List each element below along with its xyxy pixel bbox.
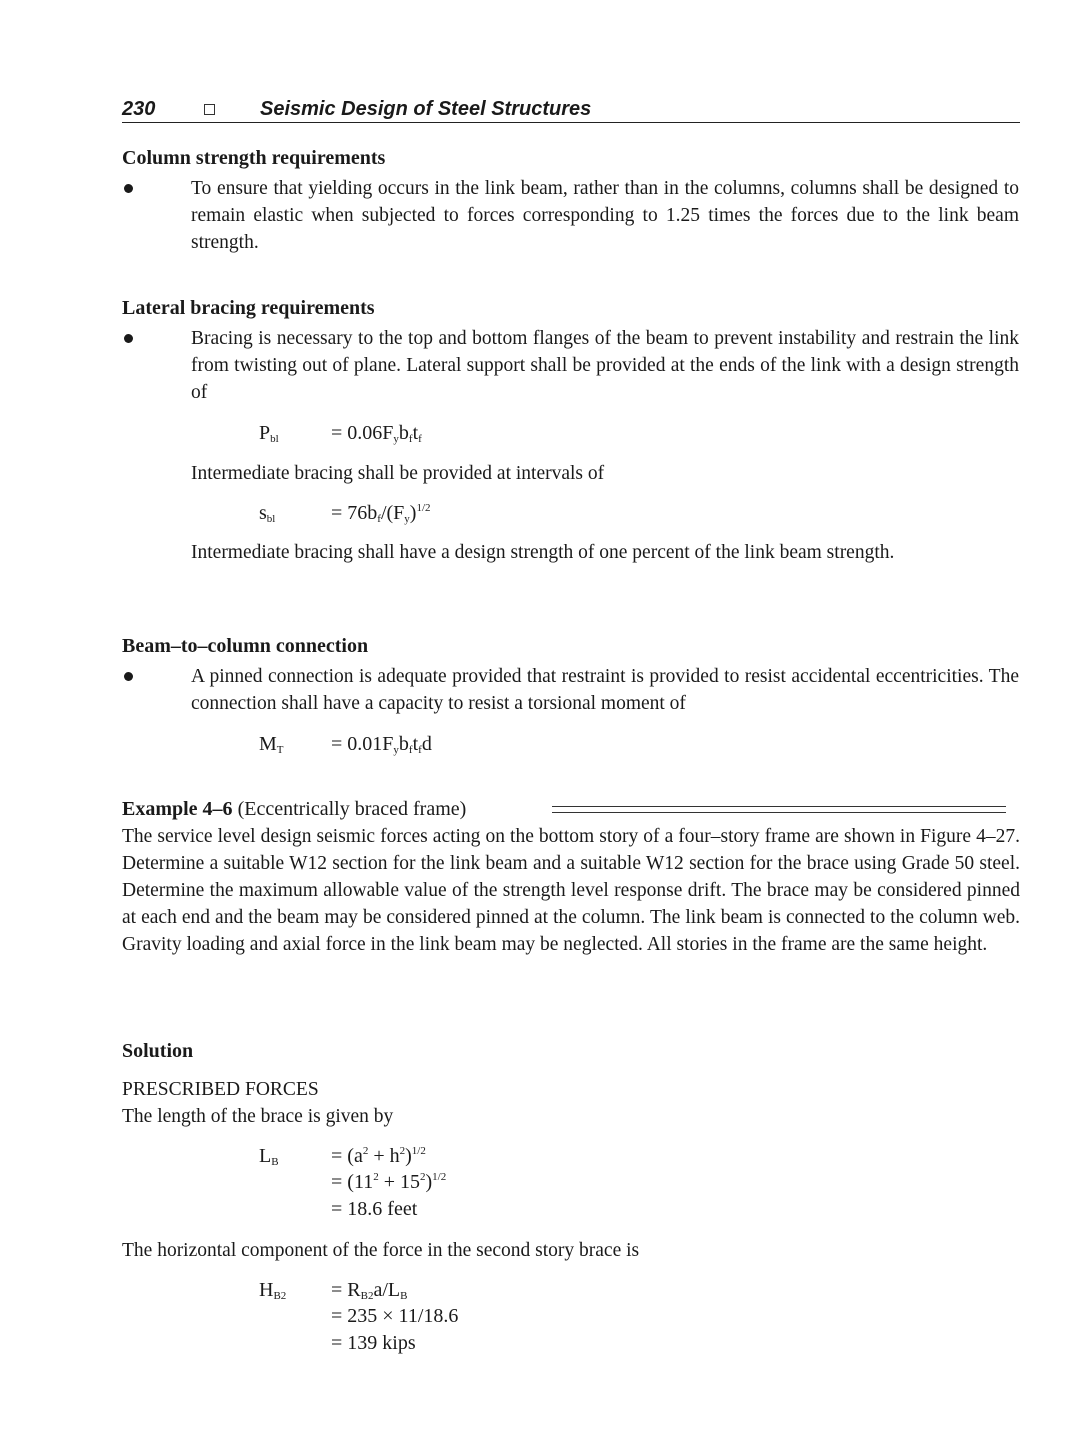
- equation-rhs: = 18.6 feet: [331, 1198, 418, 1220]
- intermediate-bracing-strength: Intermediate bracing shall have a design strength of one percent of the link beam strength.: [191, 542, 895, 563]
- equation-rhs: = $0.06F_yb_ft_f$: [331, 422, 422, 445]
- beam-column-heading: Beam–to–column connection: [122, 635, 369, 657]
- square-separator-icon: [204, 104, 215, 115]
- beam-column-text: A pinned connection is adequate provided that restraint is provided to resist accidental eccentricities. The connection shall have a capacity to resist a torsional moment of: [191, 666, 1019, 714]
- lateral-bracing-heading: Lateral bracing requirements: [122, 297, 375, 319]
- horizontal-component-intro: The horizontal component of the force in the second story brace is: [122, 1240, 640, 1261]
- column-strength-text: To ensure that yielding occurs in the link beam, rather than in the columns, columns shall be designed to remain elastic when subjected to forces corresponding to 1.25 times the forces due to the link beam strength.: [191, 178, 1019, 253]
- intermediate-bracing-intro: Intermediate bracing shall be provided at intervals of: [191, 463, 605, 484]
- solution-heading: Solution: [122, 1040, 194, 1062]
- bullet-icon: [124, 184, 133, 193]
- equation-rhs: = 235 × 11/18.6: [331, 1305, 459, 1327]
- equation-lhs: $L_B$: [259, 1145, 279, 1168]
- equation-rhs: = $0.01F_yb_ft_fd$: [331, 733, 432, 756]
- page-number: 230: [122, 98, 156, 120]
- equation-lhs: $P_{bl}$: [259, 422, 279, 445]
- example-text: The service level design seismic forces acting on the bottom story of a four–story frame are shown in Figure 4–27. Determine a suitable W12 section for the link beam and a suitable W12 section for the brace using Grade 50 steel. Determine the maximum allowable value of the strength level response drift. The brace may be considered pinned at each end and the beam may be considered pinned at the column. The link beam is connected to the column web. Gravity loading and axial force in the link beam may be neglected. All stories in the frame are the same height.: [122, 826, 1020, 955]
- column-strength-heading: Column strength requirements: [122, 147, 386, 169]
- example-label: Example 4–6: [122, 798, 233, 820]
- bullet-icon: [124, 334, 133, 343]
- equation-lhs: $s_{bl}$: [259, 502, 276, 525]
- equation-rhs: = $(11^2 + 15^2)^{1/2}$: [331, 1171, 447, 1193]
- bullet-icon: [124, 672, 133, 681]
- running-header: [122, 96, 1020, 123]
- lateral-bracing-text: Bracing is necessary to the top and bottom flanges of the beam to prevent instability and restrain the link from twisting out of plane. Lateral support shall be provided at the ends of the link with a design strength of: [191, 328, 1019, 403]
- equation-rhs: = $R_{B2}a/L_B$: [331, 1279, 408, 1302]
- book-title: Seismic Design of Steel Structures: [260, 98, 592, 120]
- equation-rhs: = $76b_f/(F_y)^{1/2}$: [331, 502, 431, 525]
- example-heading: [122, 796, 466, 823]
- prescribed-forces-label: PRESCRIBED FORCES: [122, 1079, 319, 1100]
- equation-lhs: $M_T$: [259, 733, 284, 756]
- example-rule: [552, 806, 1006, 813]
- equation-rhs: = $(a^2 + h^2)^{1/2}$: [331, 1145, 426, 1167]
- example-subtitle: (Eccentrically braced frame): [237, 798, 467, 820]
- brace-length-intro: The length of the brace is given by: [122, 1106, 394, 1127]
- equation-rhs: = 139 kips: [331, 1332, 416, 1354]
- equation-lhs: $H_{B2}$: [259, 1279, 287, 1302]
